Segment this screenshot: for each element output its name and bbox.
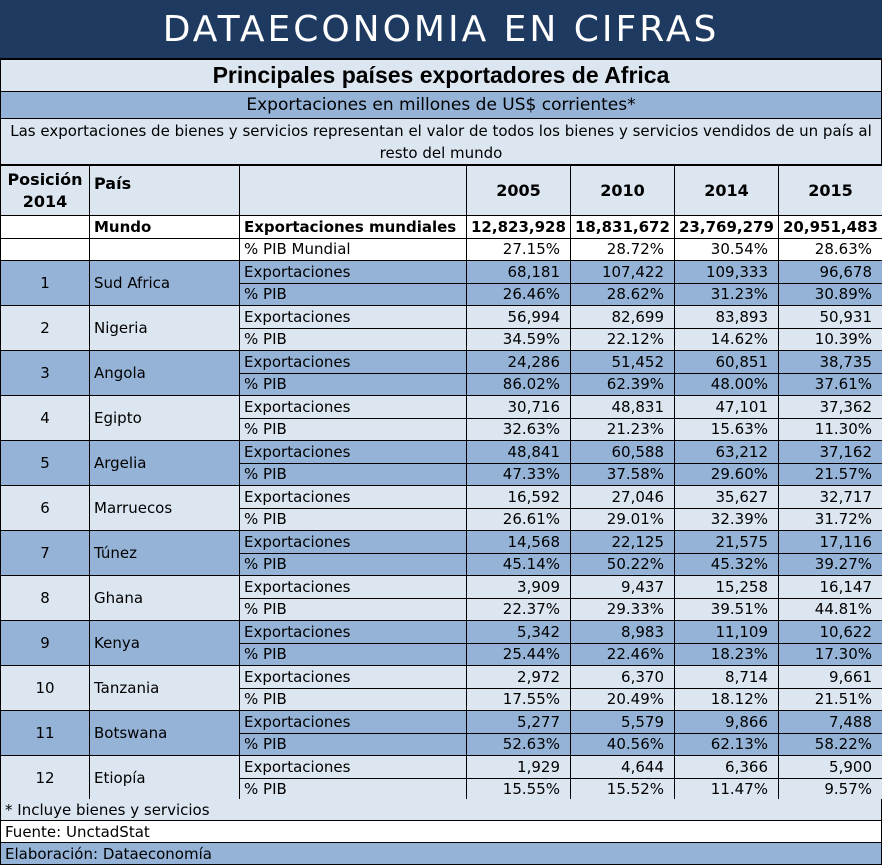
pib-value: 21.51% [779, 688, 882, 711]
indicator-exportaciones: Exportaciones [240, 711, 467, 734]
country-position: 6 [1, 486, 90, 531]
indicator-pib: % PIB [240, 508, 467, 531]
indicator-pib: % PIB [240, 328, 467, 351]
export-value: 11,109 [675, 621, 779, 644]
export-value: 21,575 [675, 531, 779, 554]
mundo-value: 20,951,483 [779, 216, 882, 239]
country-row [1, 351, 882, 374]
export-value: 2,972 [467, 666, 571, 689]
indicator-exportaciones: Exportaciones [240, 576, 467, 599]
export-value: 24,286 [467, 351, 571, 374]
mundo-indicator: % PIB Mundial [240, 238, 467, 261]
export-value: 37,362 [779, 396, 882, 419]
export-value: 5,342 [467, 621, 571, 644]
country-position: 8 [1, 576, 90, 621]
footer-source: Fuente: UnctadStat [0, 821, 882, 843]
pib-value: 39.51% [675, 598, 779, 621]
pib-value: 21.23% [571, 418, 675, 441]
export-value: 38,735 [779, 351, 882, 374]
mundo-value: 30.54% [675, 238, 779, 261]
indicator-pib: % PIB [240, 463, 467, 486]
export-value: 30,716 [467, 396, 571, 419]
export-value: 3,909 [467, 576, 571, 599]
pib-value: 62.13% [675, 733, 779, 756]
export-value: 9,866 [675, 711, 779, 734]
export-value: 32,717 [779, 486, 882, 509]
mundo-value: 12,823,928 [467, 216, 571, 239]
indicator-pib: % PIB [240, 418, 467, 441]
export-value: 8,983 [571, 621, 675, 644]
country-name: Argelia [90, 441, 240, 486]
country-row [1, 666, 882, 689]
country-name: Marruecos [90, 486, 240, 531]
country-name: Egipto [90, 396, 240, 441]
export-value: 107,422 [571, 261, 675, 284]
header-year: 2014 [675, 166, 779, 216]
mundo-pos [1, 216, 90, 239]
mundo-value: 28.72% [571, 238, 675, 261]
indicator-pib: % PIB [240, 553, 467, 576]
indicator-exportaciones: Exportaciones [240, 531, 467, 554]
indicator-exportaciones: Exportaciones [240, 351, 467, 374]
country-position: 12 [1, 756, 90, 801]
pib-value: 17.55% [467, 688, 571, 711]
country-position: 1 [1, 261, 90, 306]
pib-value: 18.23% [675, 643, 779, 666]
pib-value: 50.22% [571, 553, 675, 576]
footer-note: * Incluye bienes y servicios [0, 799, 882, 821]
pib-value: 15.63% [675, 418, 779, 441]
mundo-value: 23,769,279 [675, 216, 779, 239]
export-value: 109,333 [675, 261, 779, 284]
pib-value: 15.55% [467, 778, 571, 801]
indicator-exportaciones: Exportaciones [240, 306, 467, 329]
country-row [1, 711, 882, 734]
export-value: 35,627 [675, 486, 779, 509]
export-value: 6,366 [675, 756, 779, 779]
indicator-pib: % PIB [240, 733, 467, 756]
export-value: 17,116 [779, 531, 882, 554]
header-year: 2015 [779, 166, 882, 216]
pib-value: 34.59% [467, 328, 571, 351]
pib-value: 22.46% [571, 643, 675, 666]
export-value: 60,851 [675, 351, 779, 374]
export-value: 22,125 [571, 531, 675, 554]
header-indicator [240, 166, 467, 216]
pib-value: 28.62% [571, 283, 675, 306]
country-position: 4 [1, 396, 90, 441]
export-value: 47,101 [675, 396, 779, 419]
export-value: 7,488 [779, 711, 882, 734]
indicator-exportaciones: Exportaciones [240, 486, 467, 509]
header-year: 2005 [467, 166, 571, 216]
pib-value: 39.27% [779, 553, 882, 576]
country-row [1, 576, 882, 599]
mundo-value: 27.15% [467, 238, 571, 261]
indicator-pib: % PIB [240, 598, 467, 621]
indicator-exportaciones: Exportaciones [240, 621, 467, 644]
pib-value: 44.81% [779, 598, 882, 621]
export-value: 48,841 [467, 441, 571, 464]
pib-value: 45.14% [467, 553, 571, 576]
country-name: Etiopía [90, 756, 240, 801]
export-value: 51,452 [571, 351, 675, 374]
country-row [1, 531, 882, 554]
export-value: 5,900 [779, 756, 882, 779]
pib-value: 26.46% [467, 283, 571, 306]
pib-value: 31.23% [675, 283, 779, 306]
mundo-label: Mundo [90, 216, 240, 239]
country-row [1, 756, 882, 779]
banner-title: DATAECONOMIA EN CIFRAS [0, 0, 882, 58]
country-row [1, 261, 882, 284]
pib-value: 17.30% [779, 643, 882, 666]
mundo-pib-row [1, 238, 882, 261]
country-position: 11 [1, 711, 90, 756]
pib-value: 11.30% [779, 418, 882, 441]
table-subtitle: Exportaciones en millones de US$ corrientes* [0, 92, 882, 119]
header-posicion-line2: 2014 [22, 191, 68, 211]
pib-value: 86.02% [467, 373, 571, 396]
indicator-exportaciones: Exportaciones [240, 261, 467, 284]
indicator-pib: % PIB [240, 283, 467, 306]
pib-value: 29.33% [571, 598, 675, 621]
header-row [1, 166, 882, 216]
pib-value: 37.61% [779, 373, 882, 396]
pib-value: 32.39% [675, 508, 779, 531]
mundo-value: 18,831,672 [571, 216, 675, 239]
table-description: Las exportaciones de bienes y servicios representan el valor de todos los bienes y servicios vendidos de un país al resto del mundo [0, 119, 882, 165]
table-title: Principales países exportadores de Africa [0, 58, 882, 92]
export-value: 16,592 [467, 486, 571, 509]
export-value: 4,644 [571, 756, 675, 779]
mundo-pos [1, 238, 90, 261]
export-value: 48,831 [571, 396, 675, 419]
pib-value: 62.39% [571, 373, 675, 396]
mundo-indicator: Exportaciones mundiales [240, 216, 467, 239]
header-year: 2010 [571, 166, 675, 216]
header-pais: País [90, 166, 240, 216]
export-value: 56,994 [467, 306, 571, 329]
pib-value: 14.62% [675, 328, 779, 351]
export-value: 9,437 [571, 576, 675, 599]
export-value: 14,568 [467, 531, 571, 554]
export-value: 15,258 [675, 576, 779, 599]
indicator-exportaciones: Exportaciones [240, 441, 467, 464]
indicator-exportaciones: Exportaciones [240, 666, 467, 689]
pib-value: 58.22% [779, 733, 882, 756]
pib-value: 52.63% [467, 733, 571, 756]
indicator-pib: % PIB [240, 373, 467, 396]
export-value: 60,588 [571, 441, 675, 464]
indicator-exportaciones: Exportaciones [240, 756, 467, 779]
country-position: 2 [1, 306, 90, 351]
header-posicion [1, 166, 90, 216]
country-position: 5 [1, 441, 90, 486]
pib-value: 9.57% [779, 778, 882, 801]
indicator-exportaciones: Exportaciones [240, 396, 467, 419]
pib-value: 45.32% [675, 553, 779, 576]
country-name: Kenya [90, 621, 240, 666]
pib-value: 26.61% [467, 508, 571, 531]
export-value: 16,147 [779, 576, 882, 599]
country-position: 7 [1, 531, 90, 576]
exports-table [0, 165, 882, 801]
indicator-pib: % PIB [240, 778, 467, 801]
pib-value: 22.37% [467, 598, 571, 621]
country-row [1, 396, 882, 419]
pib-value: 21.57% [779, 463, 882, 486]
country-name: Túnez [90, 531, 240, 576]
export-value: 5,579 [571, 711, 675, 734]
country-name: Ghana [90, 576, 240, 621]
export-value: 37,162 [779, 441, 882, 464]
export-value: 8,714 [675, 666, 779, 689]
export-value: 6,370 [571, 666, 675, 689]
indicator-pib: % PIB [240, 643, 467, 666]
mundo-value: 28.63% [779, 238, 882, 261]
pib-value: 25.44% [467, 643, 571, 666]
country-row [1, 621, 882, 644]
pib-value: 22.12% [571, 328, 675, 351]
export-value: 10,622 [779, 621, 882, 644]
country-row [1, 486, 882, 509]
pib-value: 37.58% [571, 463, 675, 486]
pib-value: 20.49% [571, 688, 675, 711]
pib-value: 15.52% [571, 778, 675, 801]
country-position: 10 [1, 666, 90, 711]
pib-value: 31.72% [779, 508, 882, 531]
country-position: 3 [1, 351, 90, 396]
pib-value: 11.47% [675, 778, 779, 801]
indicator-pib: % PIB [240, 688, 467, 711]
country-name: Angola [90, 351, 240, 396]
footer-credit: Elaboración: Dataeconomía [0, 843, 882, 865]
country-name: Botswana [90, 711, 240, 756]
pib-value: 47.33% [467, 463, 571, 486]
country-name: Tanzania [90, 666, 240, 711]
pib-value: 40.56% [571, 733, 675, 756]
pib-value: 18.12% [675, 688, 779, 711]
pib-value: 29.01% [571, 508, 675, 531]
export-value: 63,212 [675, 441, 779, 464]
country-name: Nigeria [90, 306, 240, 351]
country-position: 9 [1, 621, 90, 666]
pib-value: 32.63% [467, 418, 571, 441]
export-value: 9,661 [779, 666, 882, 689]
pib-value: 10.39% [779, 328, 882, 351]
country-row [1, 306, 882, 329]
export-value: 5,277 [467, 711, 571, 734]
mundo-row [1, 216, 882, 239]
country-row [1, 441, 882, 464]
export-value: 68,181 [467, 261, 571, 284]
export-value: 83,893 [675, 306, 779, 329]
pib-value: 48.00% [675, 373, 779, 396]
export-value: 27,046 [571, 486, 675, 509]
export-value: 1,929 [467, 756, 571, 779]
export-value: 82,699 [571, 306, 675, 329]
country-name: Sud Africa [90, 261, 240, 306]
mundo-label [90, 238, 240, 261]
header-posicion-line1: Posición [7, 169, 83, 189]
export-value: 96,678 [779, 261, 882, 284]
pib-value: 29.60% [675, 463, 779, 486]
export-value: 50,931 [779, 306, 882, 329]
pib-value: 30.89% [779, 283, 882, 306]
